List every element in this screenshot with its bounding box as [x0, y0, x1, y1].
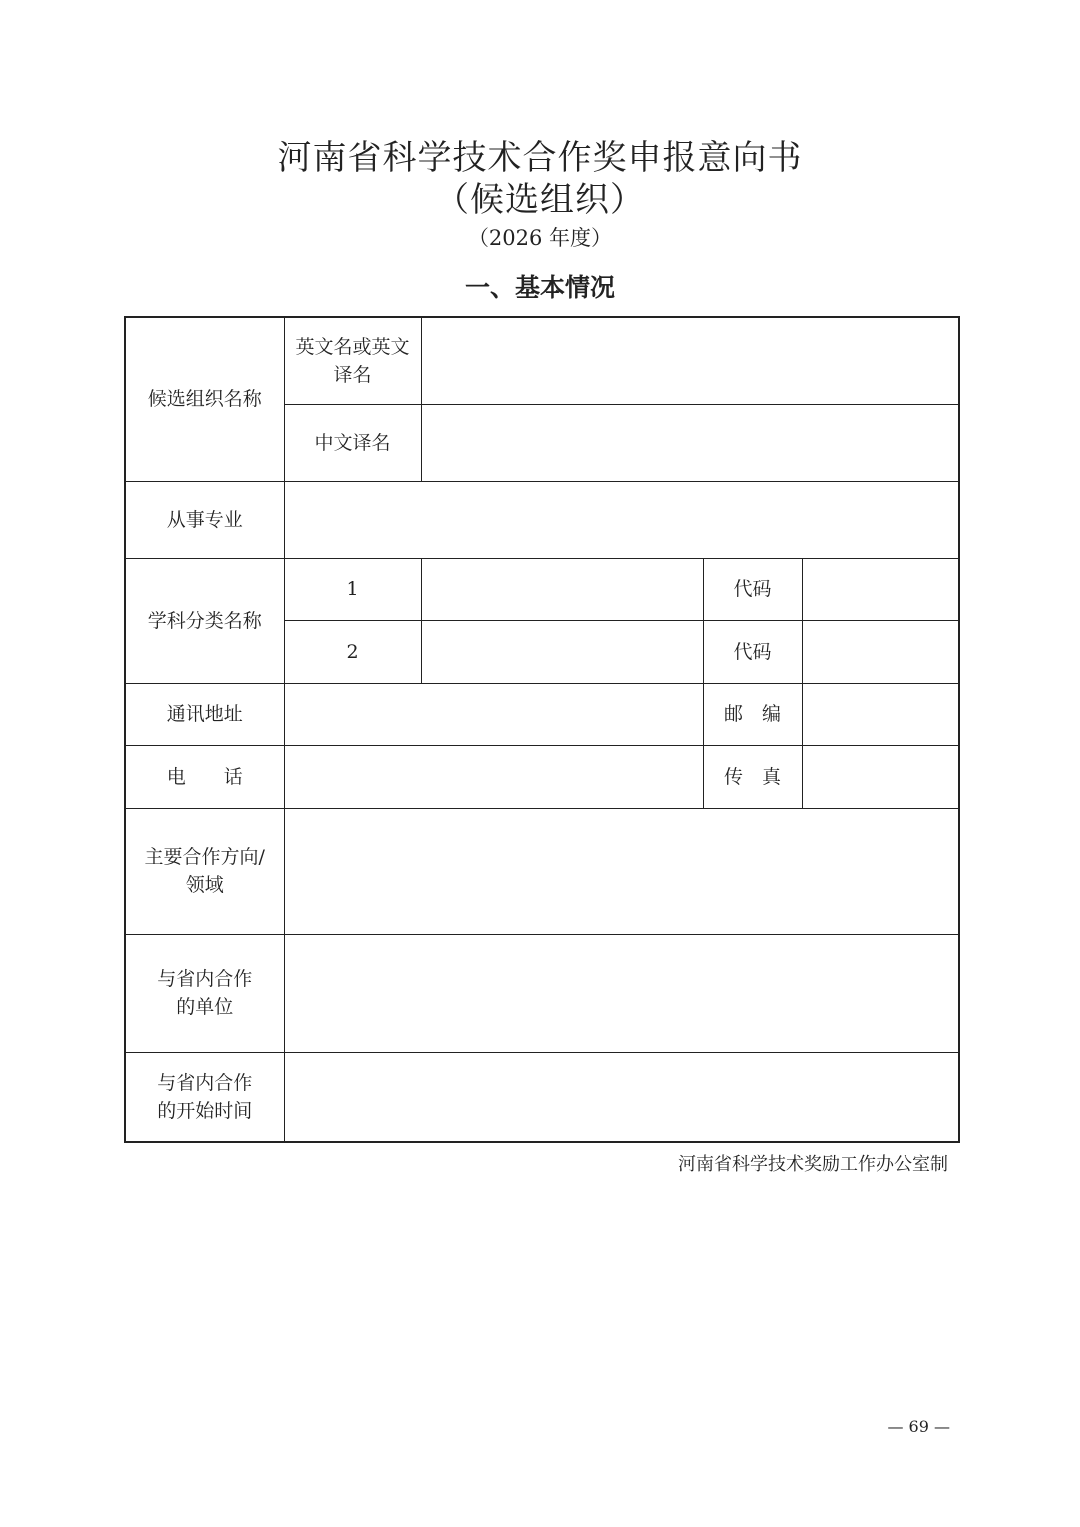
start-time-field[interactable] [284, 1052, 959, 1142]
discipline-label: 学科分类名称 [125, 558, 284, 683]
chinese-name-field[interactable] [421, 404, 959, 481]
partner-label: 与省内合作 的单位 [125, 934, 284, 1052]
document-subtitle: （候选组织） [435, 180, 645, 220]
form-row-start-time [125, 1052, 959, 1142]
form-row-discipline-1 [125, 558, 959, 620]
english-name-field[interactable] [421, 317, 959, 404]
code-label-2: 代码 [703, 620, 802, 683]
partner-field[interactable] [284, 934, 959, 1052]
code-field-2[interactable] [802, 620, 959, 683]
fax-field[interactable] [802, 745, 959, 808]
specialty-label: 从事专业 [125, 481, 284, 558]
form-row-direction [125, 808, 959, 934]
postcode-label: 邮 编 [703, 683, 802, 745]
direction-field[interactable] [284, 808, 959, 934]
direction-label: 主要合作方向/ 领域 [125, 808, 284, 934]
code-label-1: 代码 [703, 558, 802, 620]
form-row-phone [125, 745, 959, 808]
issuer-note: 河南省科学技术奖励工作办公室制 [678, 1154, 948, 1175]
discipline-name-field-2[interactable] [421, 620, 703, 683]
chinese-name-label: 中文译名 [284, 404, 421, 481]
english-name-label: 英文名或英文 译名 [284, 317, 421, 404]
discipline-name-field-1[interactable] [421, 558, 703, 620]
discipline-index-1: 1 [284, 558, 421, 620]
address-field[interactable] [284, 683, 703, 745]
document-year: （2026 年度） [467, 226, 613, 250]
discipline-index-2: 2 [284, 620, 421, 683]
phone-label: 电 话 [125, 745, 284, 808]
postcode-field[interactable] [802, 683, 959, 745]
org-name-label: 候选组织名称 [125, 317, 284, 481]
basic-info-form [124, 316, 960, 1143]
code-field-1[interactable] [802, 558, 959, 620]
form-row-partner [125, 934, 959, 1052]
start-time-label: 与省内合作 的开始时间 [125, 1052, 284, 1142]
form-row-specialty [125, 481, 959, 558]
document-title: 河南省科学技术合作奖申报意向书 [277, 138, 803, 178]
page-number: — 69 — [887, 1417, 950, 1436]
fax-label: 传 真 [703, 745, 802, 808]
form-row-english-name [125, 317, 959, 404]
form-row-address [125, 683, 959, 745]
specialty-field[interactable] [284, 481, 959, 558]
section-heading: 一、基本情况 [464, 273, 615, 302]
address-label: 通讯地址 [125, 683, 284, 745]
phone-field[interactable] [284, 745, 703, 808]
